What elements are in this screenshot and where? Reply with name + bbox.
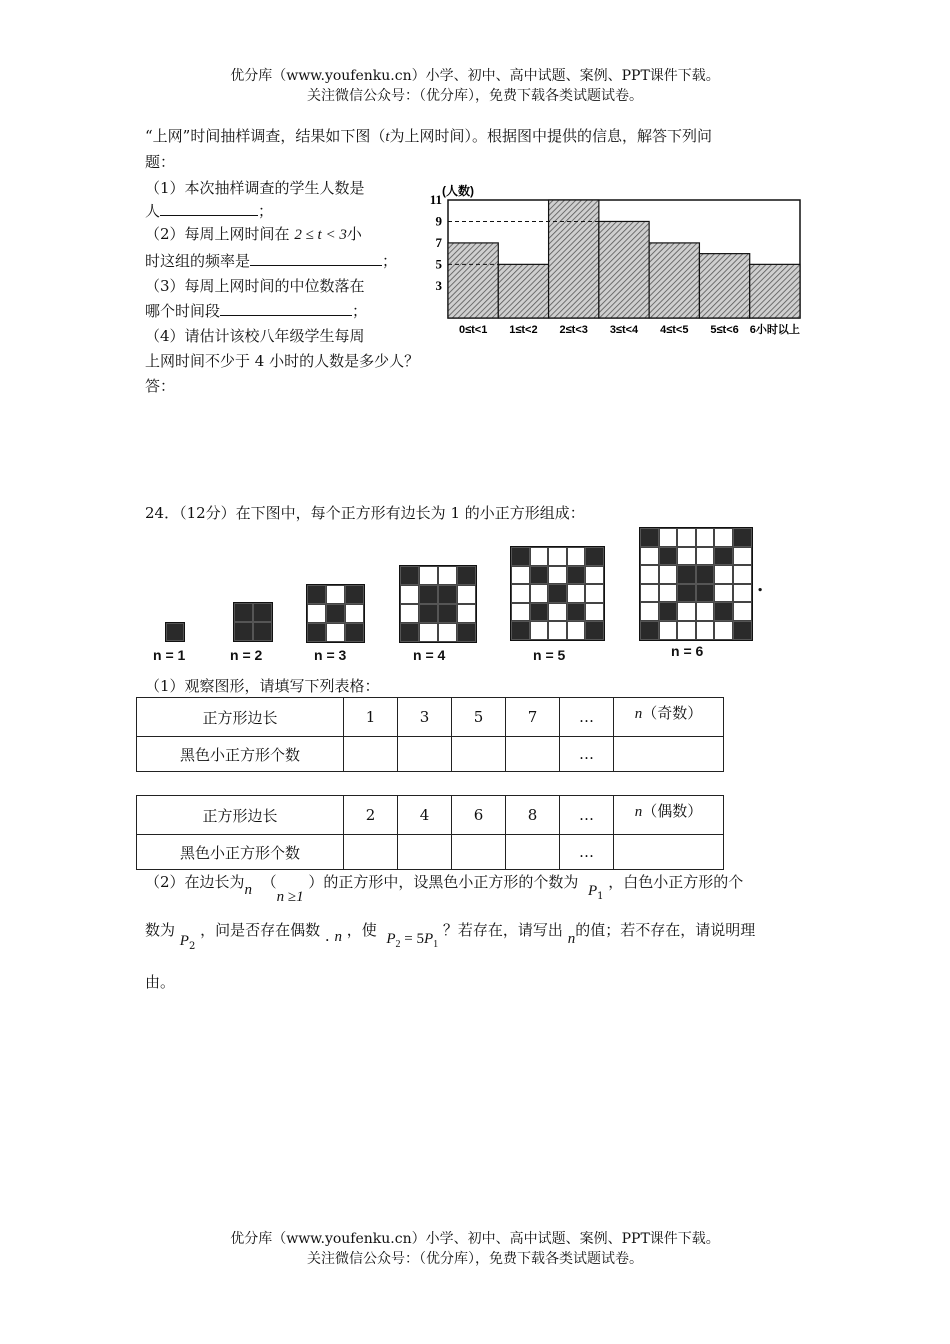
black-cell	[253, 622, 272, 641]
white-cell	[677, 528, 696, 547]
answer-blank[interactable]	[220, 301, 352, 316]
white-cell	[714, 565, 733, 584]
even-n-cell: n（偶数）	[614, 796, 724, 835]
footer-line-1: 优分库（www.youfenku.cn）小学、初中、高中试题、案例、PPT课件下载。	[230, 1231, 720, 1247]
white-cell	[640, 602, 659, 621]
trailing-dot: .	[757, 575, 764, 596]
x-category-label: 3≤t<4	[609, 324, 639, 336]
even-table	[136, 795, 724, 870]
odd-answer-cell[interactable]	[506, 737, 560, 772]
black-cell	[714, 602, 733, 621]
black-cell	[400, 566, 419, 585]
square-grid	[399, 565, 477, 643]
white-cell	[659, 621, 678, 640]
y-tick-label: 7	[435, 234, 442, 250]
q23-intro-line1: “上网”时间抽样调查，结果如下图（t为上网时间）。根据图中提供的信息，解答下列问	[145, 127, 713, 145]
white-cell	[438, 623, 457, 642]
n-label: n = 4	[413, 647, 446, 663]
white-cell	[733, 602, 752, 621]
black-cell	[585, 547, 604, 566]
black-cell	[677, 565, 696, 584]
black-cell	[640, 528, 659, 547]
white-cell	[714, 584, 733, 603]
q23-part1: （1）本次抽样调查的学生人数是	[145, 179, 365, 197]
white-cell	[696, 621, 715, 640]
answer-blank[interactable]	[160, 201, 258, 216]
white-cell	[585, 584, 604, 603]
black-cell	[511, 621, 530, 640]
even-answer-cell[interactable]	[344, 835, 398, 870]
white-cell	[696, 602, 715, 621]
square-grid	[639, 527, 753, 641]
white-cell	[677, 547, 696, 566]
black-cell	[457, 623, 476, 642]
white-cell	[530, 547, 549, 566]
white-cell	[511, 584, 530, 603]
square-grid	[233, 602, 273, 642]
q23-part2: （2）每周上网时间在 2 ≤ t < 3小	[145, 225, 362, 243]
histogram-chart	[420, 180, 815, 340]
n-label: n = 6	[671, 643, 704, 659]
even-row1-label: 正方形边长	[137, 796, 344, 835]
black-cell	[326, 604, 345, 623]
x-category-label: 6小时以上	[749, 324, 800, 336]
black-cell	[307, 623, 326, 642]
y-tick-label: 5	[435, 256, 442, 272]
white-cell	[326, 585, 345, 604]
n-label: n = 2	[230, 647, 263, 663]
white-cell	[419, 623, 438, 642]
white-cell	[640, 565, 659, 584]
white-cell	[585, 566, 604, 585]
n-label: n = 1	[153, 647, 186, 663]
answer-blank[interactable]	[250, 251, 382, 266]
black-cell	[659, 602, 678, 621]
histogram-bar	[649, 243, 699, 318]
even-cell: …	[560, 796, 614, 835]
odd-answer-cell[interactable]	[344, 737, 398, 772]
even-answer-cell[interactable]	[452, 835, 506, 870]
white-cell	[511, 603, 530, 622]
black-cell	[567, 566, 586, 585]
black-cell	[659, 547, 678, 566]
white-cell	[548, 566, 567, 585]
square-grid	[510, 546, 605, 641]
black-cell	[733, 621, 752, 640]
white-cell	[400, 585, 419, 604]
odd-row2-label: 黑色小正方形个数	[137, 737, 344, 772]
range-expression: 2 ≤ t < 3	[294, 227, 347, 243]
white-cell	[307, 604, 326, 623]
white-cell	[400, 604, 419, 623]
white-cell	[733, 547, 752, 566]
black-cell	[419, 604, 438, 623]
white-cell	[659, 584, 678, 603]
histogram-bar	[599, 221, 649, 318]
x-category-label: 0≤t<1	[458, 324, 488, 336]
black-cell	[585, 621, 604, 640]
square-grid	[165, 622, 185, 642]
histogram-bar	[750, 264, 800, 318]
white-cell	[567, 584, 586, 603]
black-cell	[696, 565, 715, 584]
even-answer-cell[interactable]	[506, 835, 560, 870]
white-cell	[733, 584, 752, 603]
y-tick-label: 3	[435, 277, 442, 293]
white-cell	[714, 528, 733, 547]
q23-part4-line2: 上网时间不少于 4 小时的人数是多少人？	[145, 352, 420, 370]
odd-cell: 5	[452, 698, 506, 737]
x-category-label: 4≤t<5	[660, 324, 689, 336]
black-cell	[567, 603, 586, 622]
odd-cell: 7	[506, 698, 560, 737]
histogram-bar	[699, 254, 749, 318]
histogram-bar	[498, 264, 548, 318]
white-cell	[677, 602, 696, 621]
q23-intro-line2: 题：	[145, 153, 176, 171]
white-cell	[677, 621, 696, 640]
white-cell	[659, 528, 678, 547]
y-axis-label: (人数)	[442, 184, 474, 198]
black-cell	[714, 547, 733, 566]
black-cell	[438, 604, 457, 623]
white-cell	[457, 604, 476, 623]
white-cell	[345, 604, 364, 623]
white-cell	[419, 566, 438, 585]
q23-part4: （4）请估计该校八年级学生每周	[145, 327, 365, 345]
n-label: n = 3	[314, 647, 347, 663]
black-cell	[166, 623, 184, 641]
q23-part1-answer: 人 ；	[145, 202, 274, 220]
even-cell: 8	[506, 796, 560, 835]
q24-part1: （1）观察图形，请填写下列表格：	[145, 677, 380, 695]
header-line-2: 关注微信公众号：（优分库），免费下载各类试题试卷。	[307, 88, 643, 104]
white-cell	[457, 585, 476, 604]
black-cell	[530, 566, 549, 585]
white-cell	[548, 603, 567, 622]
odd-cell: 1	[344, 698, 398, 737]
even-answer-cell[interactable]	[398, 835, 452, 870]
x-category-label: 5≤t<6	[710, 324, 739, 336]
q23-part2-answer: 时这组的频率是 ；	[145, 252, 398, 270]
odd-answer-cell[interactable]	[614, 737, 724, 772]
black-cell	[548, 584, 567, 603]
white-cell	[567, 547, 586, 566]
odd-cell: 3	[398, 698, 452, 737]
white-cell	[640, 547, 659, 566]
histogram-bar	[549, 200, 599, 318]
black-cell	[438, 585, 457, 604]
footer-line-2: 关注微信公众号：（优分库），免费下载各类试题试卷。	[307, 1251, 643, 1267]
even-cell: 4	[398, 796, 452, 835]
white-cell	[548, 621, 567, 640]
odd-cell: …	[560, 698, 614, 737]
white-cell	[585, 603, 604, 622]
n-label: n = 5	[533, 647, 566, 663]
black-cell	[457, 566, 476, 585]
white-cell	[511, 566, 530, 585]
odd-table	[136, 697, 724, 772]
black-cell	[677, 584, 696, 603]
even-dots-cell: …	[560, 835, 614, 870]
black-cell	[400, 623, 419, 642]
black-cell	[419, 585, 438, 604]
odd-answer-cell[interactable]	[452, 737, 506, 772]
histogram-bar	[448, 243, 498, 318]
odd-n-cell: n（奇数）	[614, 698, 724, 737]
black-cell	[345, 585, 364, 604]
q24-title: 24．（12分）在下图中，每个正方形有边长为 1 的小正方形组成：	[145, 504, 585, 522]
q23-answer-label: 答：	[145, 377, 176, 395]
q23-part3-answer: 哪个时间段 ；	[145, 302, 368, 320]
white-cell	[530, 584, 549, 603]
white-cell	[640, 584, 659, 603]
odd-dots-cell: …	[560, 737, 614, 772]
q24-part2-line3: 由。	[145, 973, 176, 991]
black-cell	[345, 623, 364, 642]
q23-part3: （3）每周上网时间的中位数落在	[145, 277, 365, 295]
y-tick-label: 11	[429, 192, 442, 207]
header-line-1: 优分库（www.youfenku.cn）小学、初中、高中试题、案例、PPT课件下载。	[230, 68, 720, 84]
white-cell	[696, 547, 715, 566]
odd-answer-cell[interactable]	[398, 737, 452, 772]
odd-row1-label: 正方形边长	[137, 698, 344, 737]
black-cell	[696, 584, 715, 603]
white-cell	[733, 565, 752, 584]
white-cell	[714, 621, 733, 640]
q24-part2-line2: 数为 $P_2$ ，问是否存在偶数 . n ，使 $P_2 = 5P_1$ ？若存在，请写出 n的值；若不存在，请说明理	[145, 921, 756, 952]
square-grid	[306, 584, 365, 643]
even-cell: 2	[344, 796, 398, 835]
x-category-label: 2≤t<3	[559, 324, 588, 336]
black-cell	[234, 622, 253, 641]
black-cell	[530, 603, 549, 622]
black-cell	[234, 603, 253, 622]
white-cell	[530, 621, 549, 640]
white-cell	[438, 566, 457, 585]
black-cell	[307, 585, 326, 604]
white-cell	[548, 547, 567, 566]
black-cell	[733, 528, 752, 547]
even-cell: 6	[452, 796, 506, 835]
black-cell	[253, 603, 272, 622]
white-cell	[659, 565, 678, 584]
black-cell	[511, 547, 530, 566]
even-row2-label: 黑色小正方形个数	[137, 835, 344, 870]
white-cell	[696, 528, 715, 547]
even-answer-cell[interactable]	[614, 835, 724, 870]
white-cell	[567, 621, 586, 640]
x-category-label: 1≤t<2	[509, 324, 538, 336]
q24-part2-line1: （2）在边长为n （n ≥1 ）的正方形中，设黑色小正方形的个数为 $P_1$ ，白色小正方形的个	[145, 873, 744, 905]
black-cell	[640, 621, 659, 640]
white-cell	[326, 623, 345, 642]
y-tick-label: 9	[435, 213, 442, 229]
